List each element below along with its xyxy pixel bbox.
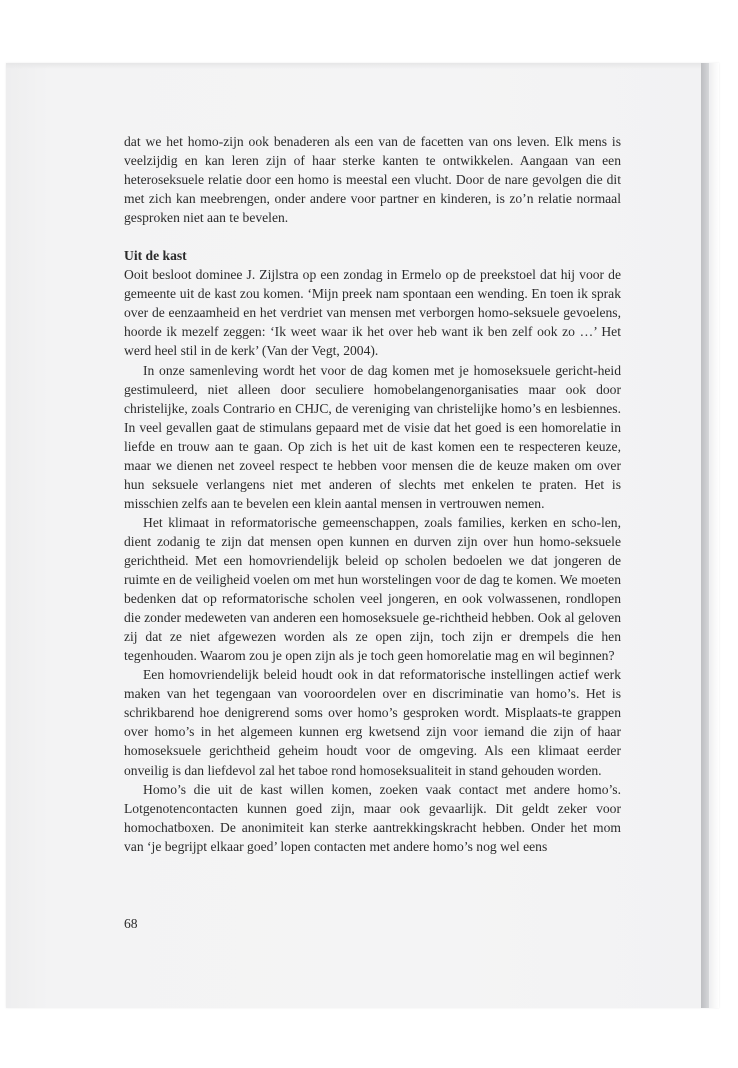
page-top-shadow [6, 63, 719, 69]
paragraph-1: Ooit besloot dominee J. Zijlstra op een zondag in Ermelo op de preekstoel dat hij voor de gemeente uit de kast zou komen. ‘Mijn preek nam spontaan een wending. En toen ik sprak over de eenzaamheid en het verdriet van mensen met verborgen homo-seksuele gevoelens, hoorde ik mezelf zeggen: ‘Ik weet waar ik het over heb want ik ben zelf ook zo …’ Het werd heel stil in de kerk’ (Van der Vegt, 2004). [124, 267, 621, 359]
page-edge-highlight [709, 63, 719, 1008]
paragraph-3: Het klimaat in reformatorische gemeenschappen, zoals families, kerken en scho-len, dient zodanig te zijn dat mensen open kunnen en durven zijn over hun homo-seksuele gerichtheid. Met een homovriendelijk beleid op scholen bedoelen we dat jongeren de ruimte en de veiligheid voelen om met hun worstelingen voor de dag te komen. We moeten bedenken dat op reformatorische scholen veel jongeren, en ook volwassenen, rondlopen die zonder medeweten van anderen een homoseksuele ge-richtheid hebben. Ook al geloven zij dat ze niet afgewezen worden als ze open zijn, toch zijn er drempels die hen tegenhouden. Waarom zou je open zijn als je toch geen homorelatie mag en wil beginnen? [124, 514, 621, 664]
section-heading: Uit de kast [124, 248, 187, 264]
paragraph-4: Een homovriendelijk beleid houdt ook in dat reformatorische instellingen actief werk maken van het tegengaan van vooroordelen over en discriminatie van homo’s. Het is schrikbarend hoe denigrerend soms over homo’s gesproken wordt. Misplaats-te grappen over homo’s in het algemeen kunnen erg kwetsend zijn voor iemand die zijn of haar homoseksuele gerichtheid geheim houdt voor de omgeving. Als een klimaat eerder onveilig is dan liefdevol zal het taboe rond homoseksualiteit in stand gehouden worden. [124, 667, 621, 778]
page-number: 68 [124, 916, 138, 931]
page-edge-stack [701, 63, 709, 1008]
paragraph-2: In onze samenleving wordt het voor de dag komen met je homoseksuele gericht-heid gestimuleerd, niet alleen door seculiere homobelangenorganisaties maar ook door christelijke, zoals Contrario en CHJC, de vereniging van christelijke homo’s en lesbiennes. In veel gevallen gaat de stimulans gepaard met de visie dat het goed is een homorelatie in liefde en trouw aan te gaan. Op zich is het uit de kast komen een te respecteren keuze, maar we dienen net zoveel respect te hebben voor mensen die de keuze maken om over hun seksuele verlangens niet met anderen of slechts met enkelen te praten. Het is misschien zelfs aan te bevelen een klein aantal mensen in vertrouwen nemen. [124, 362, 621, 511]
intro-paragraph: dat we het homo-zijn ook benaderen als een van de facetten van ons leven. Elk mens is veelzijdig en kan leren zijn of haar sterke kanten te ontwikkelen. Aangaan van een heteroseksuele relatie door een homo is meestal een vlucht. Door de nare gevolgen die dit met zich kan meebrengen, onder andere voor partner en kinderen, is zo’n relatie normaal gesproken niet aan te bevelen. [124, 134, 621, 226]
body-text [124, 132, 621, 856]
paragraph-5: Homo’s die uit de kast willen komen, zoeken vaak contact met andere homo’s. Lotgenotencontacten kunnen goed zijn, maar ook gevaarlijk. Dit geldt zeker voor homochatboxen. De anonimiteit kan sterke aantrekkingskracht hebben. Onder het mom van ‘je begrijpt elkaar goed’ lopen contacten met andere homo’s nog wel eens [124, 781, 621, 854]
